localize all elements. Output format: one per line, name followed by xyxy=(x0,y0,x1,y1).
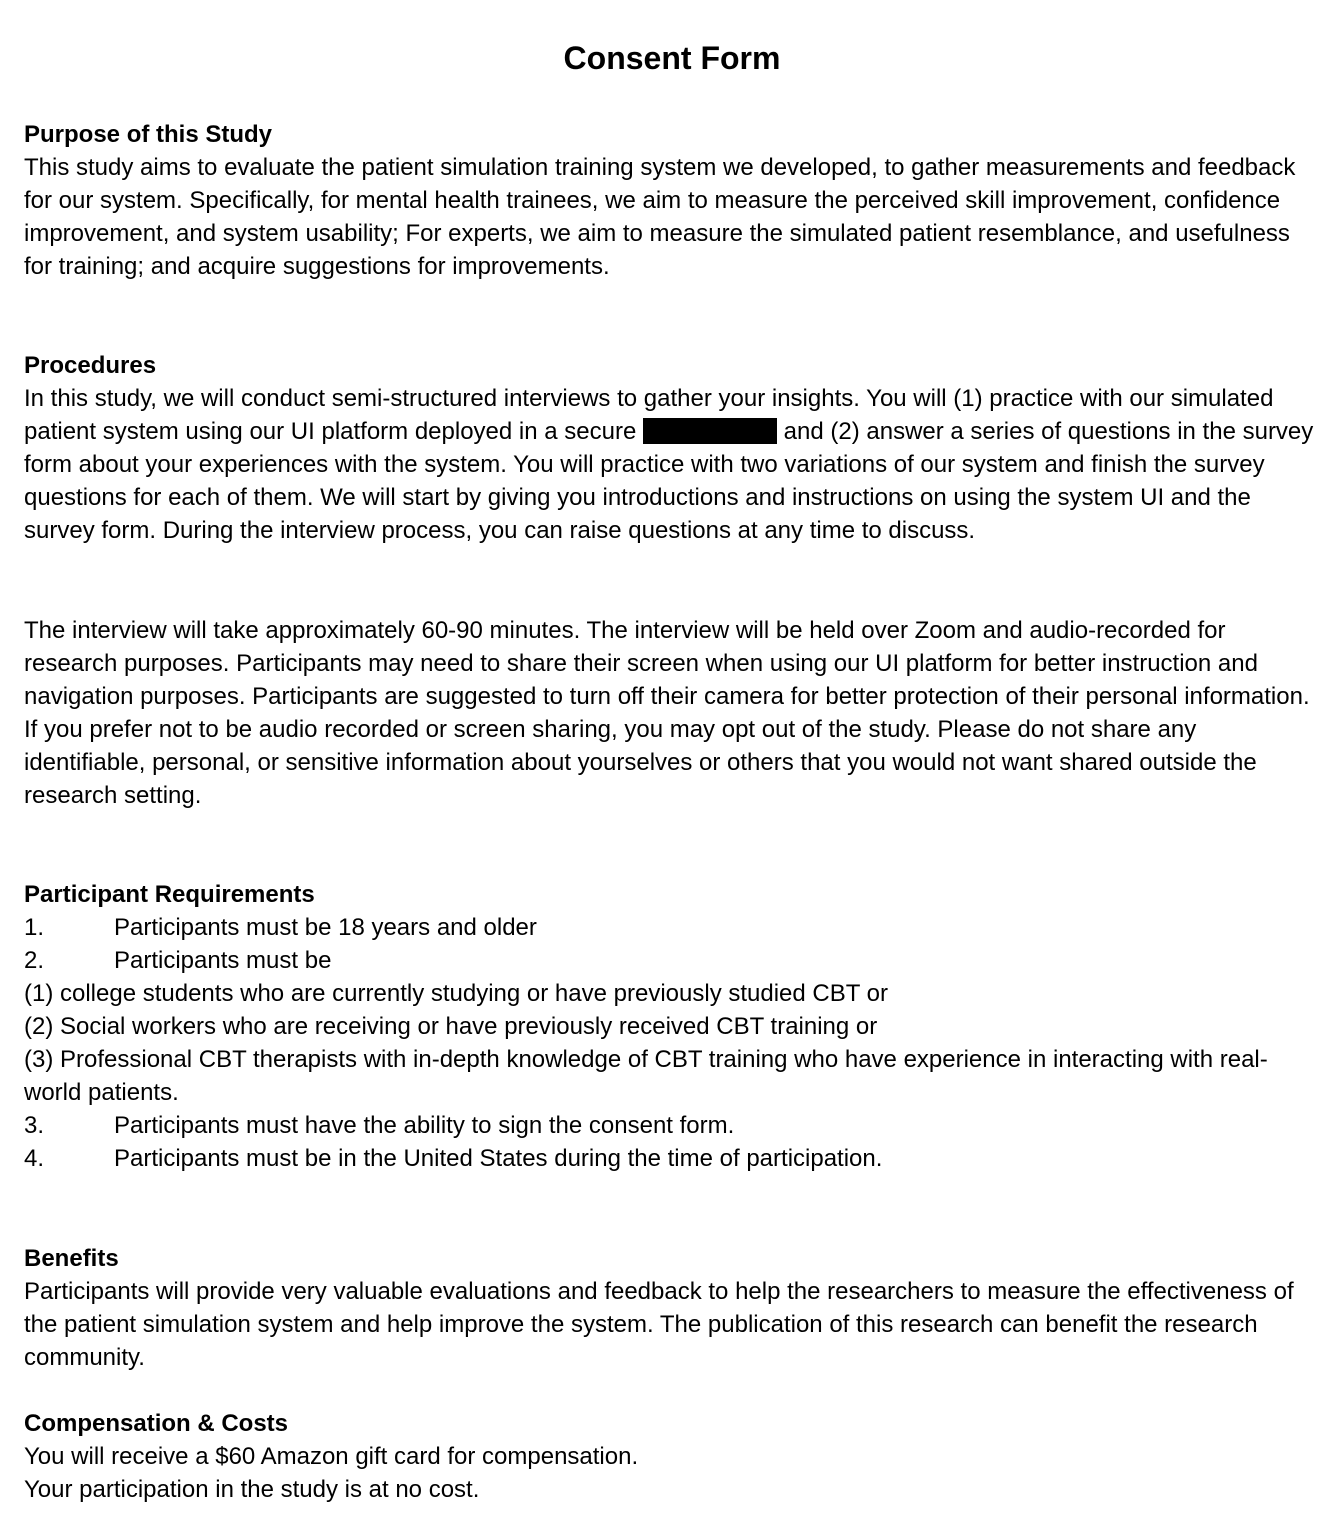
requirement-number: 2. xyxy=(24,947,45,974)
page-title: Consent Form xyxy=(563,40,781,76)
compensation-section xyxy=(24,1407,1324,1506)
benefits-heading: Benefits xyxy=(24,1245,119,1272)
purpose-heading: Purpose of this Study xyxy=(24,121,273,148)
interview-section xyxy=(24,614,1324,812)
benefits-body: Participants will provide very valuable evaluations and feedback to help the researchers to measure the effectiveness of the patient simulation system and help improve the system. The publication of this research can benefit the research community. xyxy=(24,1278,1294,1371)
compensation-line: Your participation in the study is at no cost. xyxy=(24,1476,480,1503)
purpose-section xyxy=(24,118,1324,283)
requirement-number: 3. xyxy=(24,1112,45,1139)
interview-paragraph: The interview will take approximately 60-90 minutes. The interview will be held over Zoom and audio-recorded for research purposes. Participants may need to share their screen when using our UI platform for better instruction and navigation purposes. Participants are suggested to turn off their camera for better protection of their personal information. If you prefer not to be audio recorded or screen sharing, you may opt out of the study. Please do not share any identifiable, personal, or sensitive information about yourselves or others that you would not want shared outside the research setting. xyxy=(24,617,1310,809)
requirement-text: Participants must be xyxy=(114,947,332,974)
requirement-number: 4. xyxy=(24,1145,45,1172)
requirement-text: Participants must be 18 years and older xyxy=(114,914,537,941)
requirement-item xyxy=(24,1109,1324,1142)
requirement-item xyxy=(24,1142,1324,1175)
requirement-text: Participants must be in the United States during the time of participation. xyxy=(114,1145,883,1172)
procedures-body xyxy=(24,382,1324,547)
requirement-sub-item: (1) college students who are currently studying or have previously studied CBT or xyxy=(24,980,888,1007)
requirement-number: 1. xyxy=(24,914,45,941)
requirement-sub-item: (2) Social workers who are receiving or have previously received CBT training or xyxy=(24,1013,878,1040)
purpose-body: This study aims to evaluate the patient simulation training system we developed, to gather measurements and feedback for our system. Specifically, for mental health trainees, we aim to measure the perceived skill improvement, confidence improvement, and system usability; For experts, we aim to measure the simulated patient resemblance, and usefulness for training; and acquire suggestions for improvements. xyxy=(24,154,1296,280)
procedures-heading: Procedures xyxy=(24,352,157,379)
requirements-heading: Participant Requirements xyxy=(24,881,315,908)
requirement-item xyxy=(24,944,1324,977)
procedures-body-part-1: In this study, we will conduct semi-structured interviews to gather your insights. You will (1) practice with our simulated patient system using our UI platform deployed in a secure xyxy=(24,385,1274,445)
requirements-section xyxy=(24,878,1324,1175)
redaction-bar xyxy=(643,418,777,444)
requirement-sub-item: (3) Professional CBT therapists with in-depth knowledge of CBT training who have experience in interacting with real-world patients. xyxy=(24,1046,1268,1106)
requirement-item xyxy=(24,911,1324,944)
benefits-section xyxy=(24,1242,1324,1374)
compensation-line: You will receive a $60 Amazon gift card for compensation. xyxy=(24,1443,639,1470)
requirement-text: Participants must have the ability to sign the consent form. xyxy=(114,1112,735,1139)
procedures-section xyxy=(24,349,1324,547)
compensation-heading: Compensation & Costs xyxy=(24,1410,289,1437)
procedures-body-part-2: and (2) answer a series of questions in the survey form about your experiences with the system. You will practice with two variations of our system and finish the survey questions for each of them. We will start by giving you introductions and instructions on using the system UI and the survey form. During the interview process, you can raise questions at any time to discuss. xyxy=(24,418,1314,544)
